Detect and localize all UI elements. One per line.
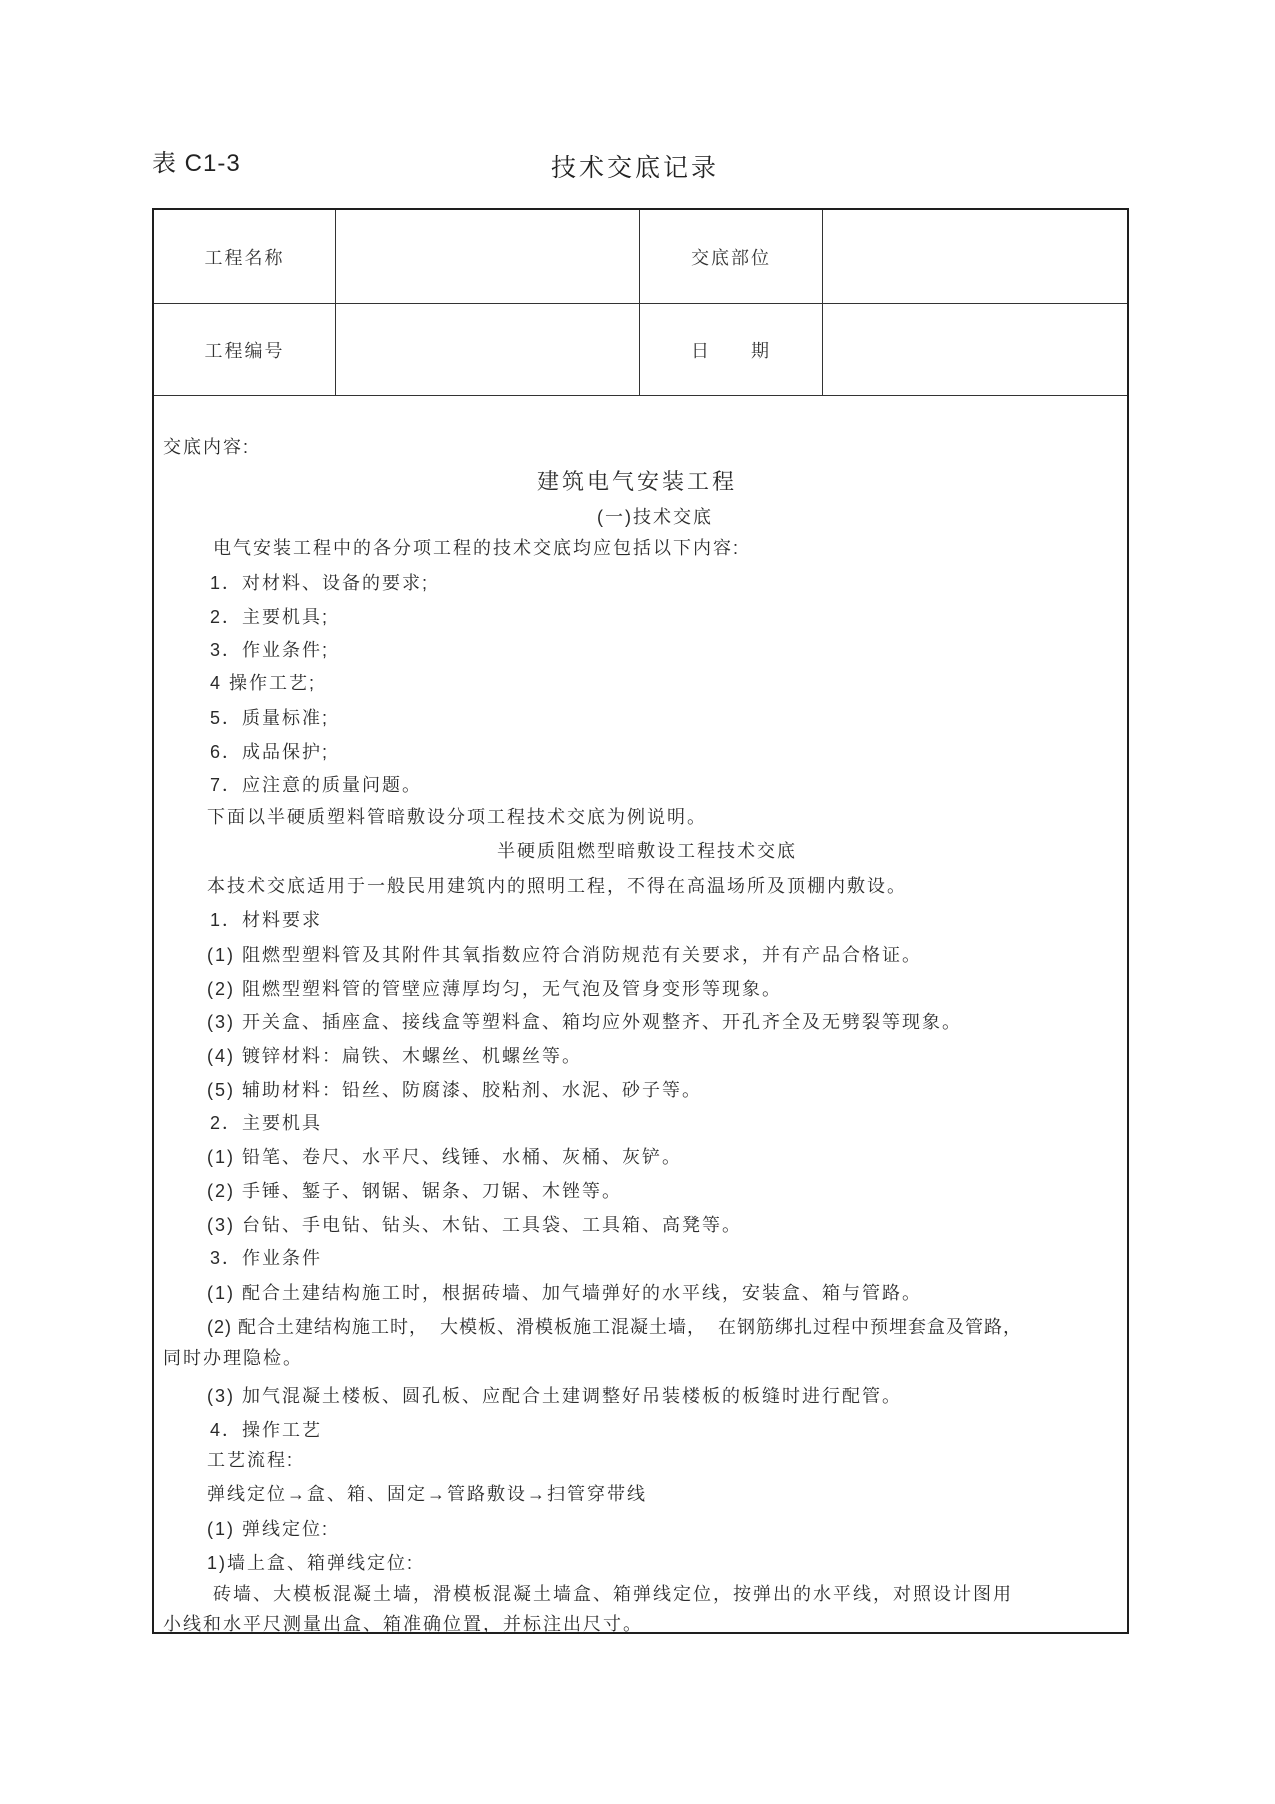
project-no-label: 工程编号 xyxy=(154,304,336,396)
content-line: 砖墙、大模板混凝土墙，滑模板混凝土墙盒、箱弹线定位，按弹出的水平线，对照设计图用 xyxy=(213,1584,1013,1604)
content-line: (2) 手锤、錾子、钢锯、锯条、刀锯、木锉等。 xyxy=(207,1181,622,1201)
info-grid xyxy=(154,210,1127,396)
content-line: (4) 镀锌材料：扁铁、木螺丝、机螺丝等。 xyxy=(207,1046,582,1066)
content-line: 4．操作工艺 xyxy=(210,1420,323,1440)
content-line: 3．作业条件 xyxy=(210,1248,323,1268)
content-line: (5) 辅助材料：铅丝、防腐漆、胶粘剂、水泥、砂子等。 xyxy=(207,1080,702,1100)
content-line: 1．材料要求 xyxy=(210,910,323,930)
content-subheading: (一)技术交底 xyxy=(597,507,713,527)
content-line: (1) 弹线定位: xyxy=(207,1519,330,1539)
content-line: 同时办理隐检。 xyxy=(163,1348,303,1368)
content-line: (3) 开关盒、插座盒、接线盒等塑料盒、箱均应外观整齐、开孔齐全及无劈裂等现象。 xyxy=(207,1012,962,1032)
date-label: 日 期 xyxy=(640,304,823,396)
content-label: 交底内容: xyxy=(163,437,251,457)
content-line: (1) 铅笔、卷尺、水平尺、线锤、水桶、灰桶、灰铲。 xyxy=(207,1147,682,1167)
content-line: 本技术交底适用于一般民用建筑内的照明工程，不得在高温场所及顶棚内敷设。 xyxy=(207,876,907,896)
content-line: 工艺流程: xyxy=(207,1450,295,1470)
section-title: 半硬质阻燃型暗敷设工程技术交底 xyxy=(497,841,797,861)
content-line: (2) 配合土建结构施工时， 大模板、滑模板施工混凝土墙， 在钢筋绑扎过程中预埋套盒及管路， xyxy=(207,1317,1022,1337)
content-line: (3) 台钻、手电钻、钻头、木钻、工具袋、工具箱、高凳等。 xyxy=(207,1215,742,1235)
content-line: 2．主要机具 xyxy=(210,1113,323,1133)
project-no-value xyxy=(336,304,640,396)
content-line: 5．质量标准; xyxy=(210,708,330,728)
content-line: 1)墙上盒、箱弹线定位: xyxy=(207,1553,415,1573)
content-heading: 建筑电气安装工程 xyxy=(537,469,738,494)
section-label: 交底部位 xyxy=(640,210,823,304)
content-line: (3) 加气混凝土楼板、圆孔板、应配合土建调整好吊装楼板的板缝时进行配管。 xyxy=(207,1386,902,1406)
content-line: 2．主要机具; xyxy=(210,607,330,627)
content-line: 1．对材料、设备的要求; xyxy=(210,573,430,593)
content-line: 弹线定位→盒、箱、固定→管路敷设→扫管穿带线 xyxy=(207,1484,647,1504)
content-line: (1) 配合土建结构施工时，根据砖墙、加气墙弹好的水平线，安装盒、箱与管路。 xyxy=(207,1283,922,1303)
content-line: 4 操作工艺; xyxy=(210,673,317,693)
content-line: 下面以半硬质塑料管暗敷设分项工程技术交底为例说明。 xyxy=(207,807,707,827)
project-name-value xyxy=(336,210,640,304)
content-line: 小线和水平尺测量出盒、箱准确位置，并标注出尺寸。 xyxy=(163,1614,643,1634)
document-title: 技术交底记录 xyxy=(551,154,720,182)
content-line: 7．应注意的质量问题。 xyxy=(210,775,423,795)
content-line: (1) 阻燃型塑料管及其附件其氧指数应符合消防规范有关要求，并有产品合格证。 xyxy=(207,945,922,965)
content-line: 3．作业条件; xyxy=(210,640,330,660)
project-name-label: 工程名称 xyxy=(154,210,336,304)
form-code: 表 C1-3 xyxy=(152,150,241,177)
content-line: (2) 阻燃型塑料管的管壁应薄厚均匀，无气泡及管身变形等现象。 xyxy=(207,979,782,999)
content-line: 电气安装工程中的各分项工程的技术交底均应包括以下内容: xyxy=(213,538,740,558)
date-value xyxy=(823,304,1127,396)
section-value xyxy=(823,210,1127,304)
content-line: 6．成品保护; xyxy=(210,742,330,762)
